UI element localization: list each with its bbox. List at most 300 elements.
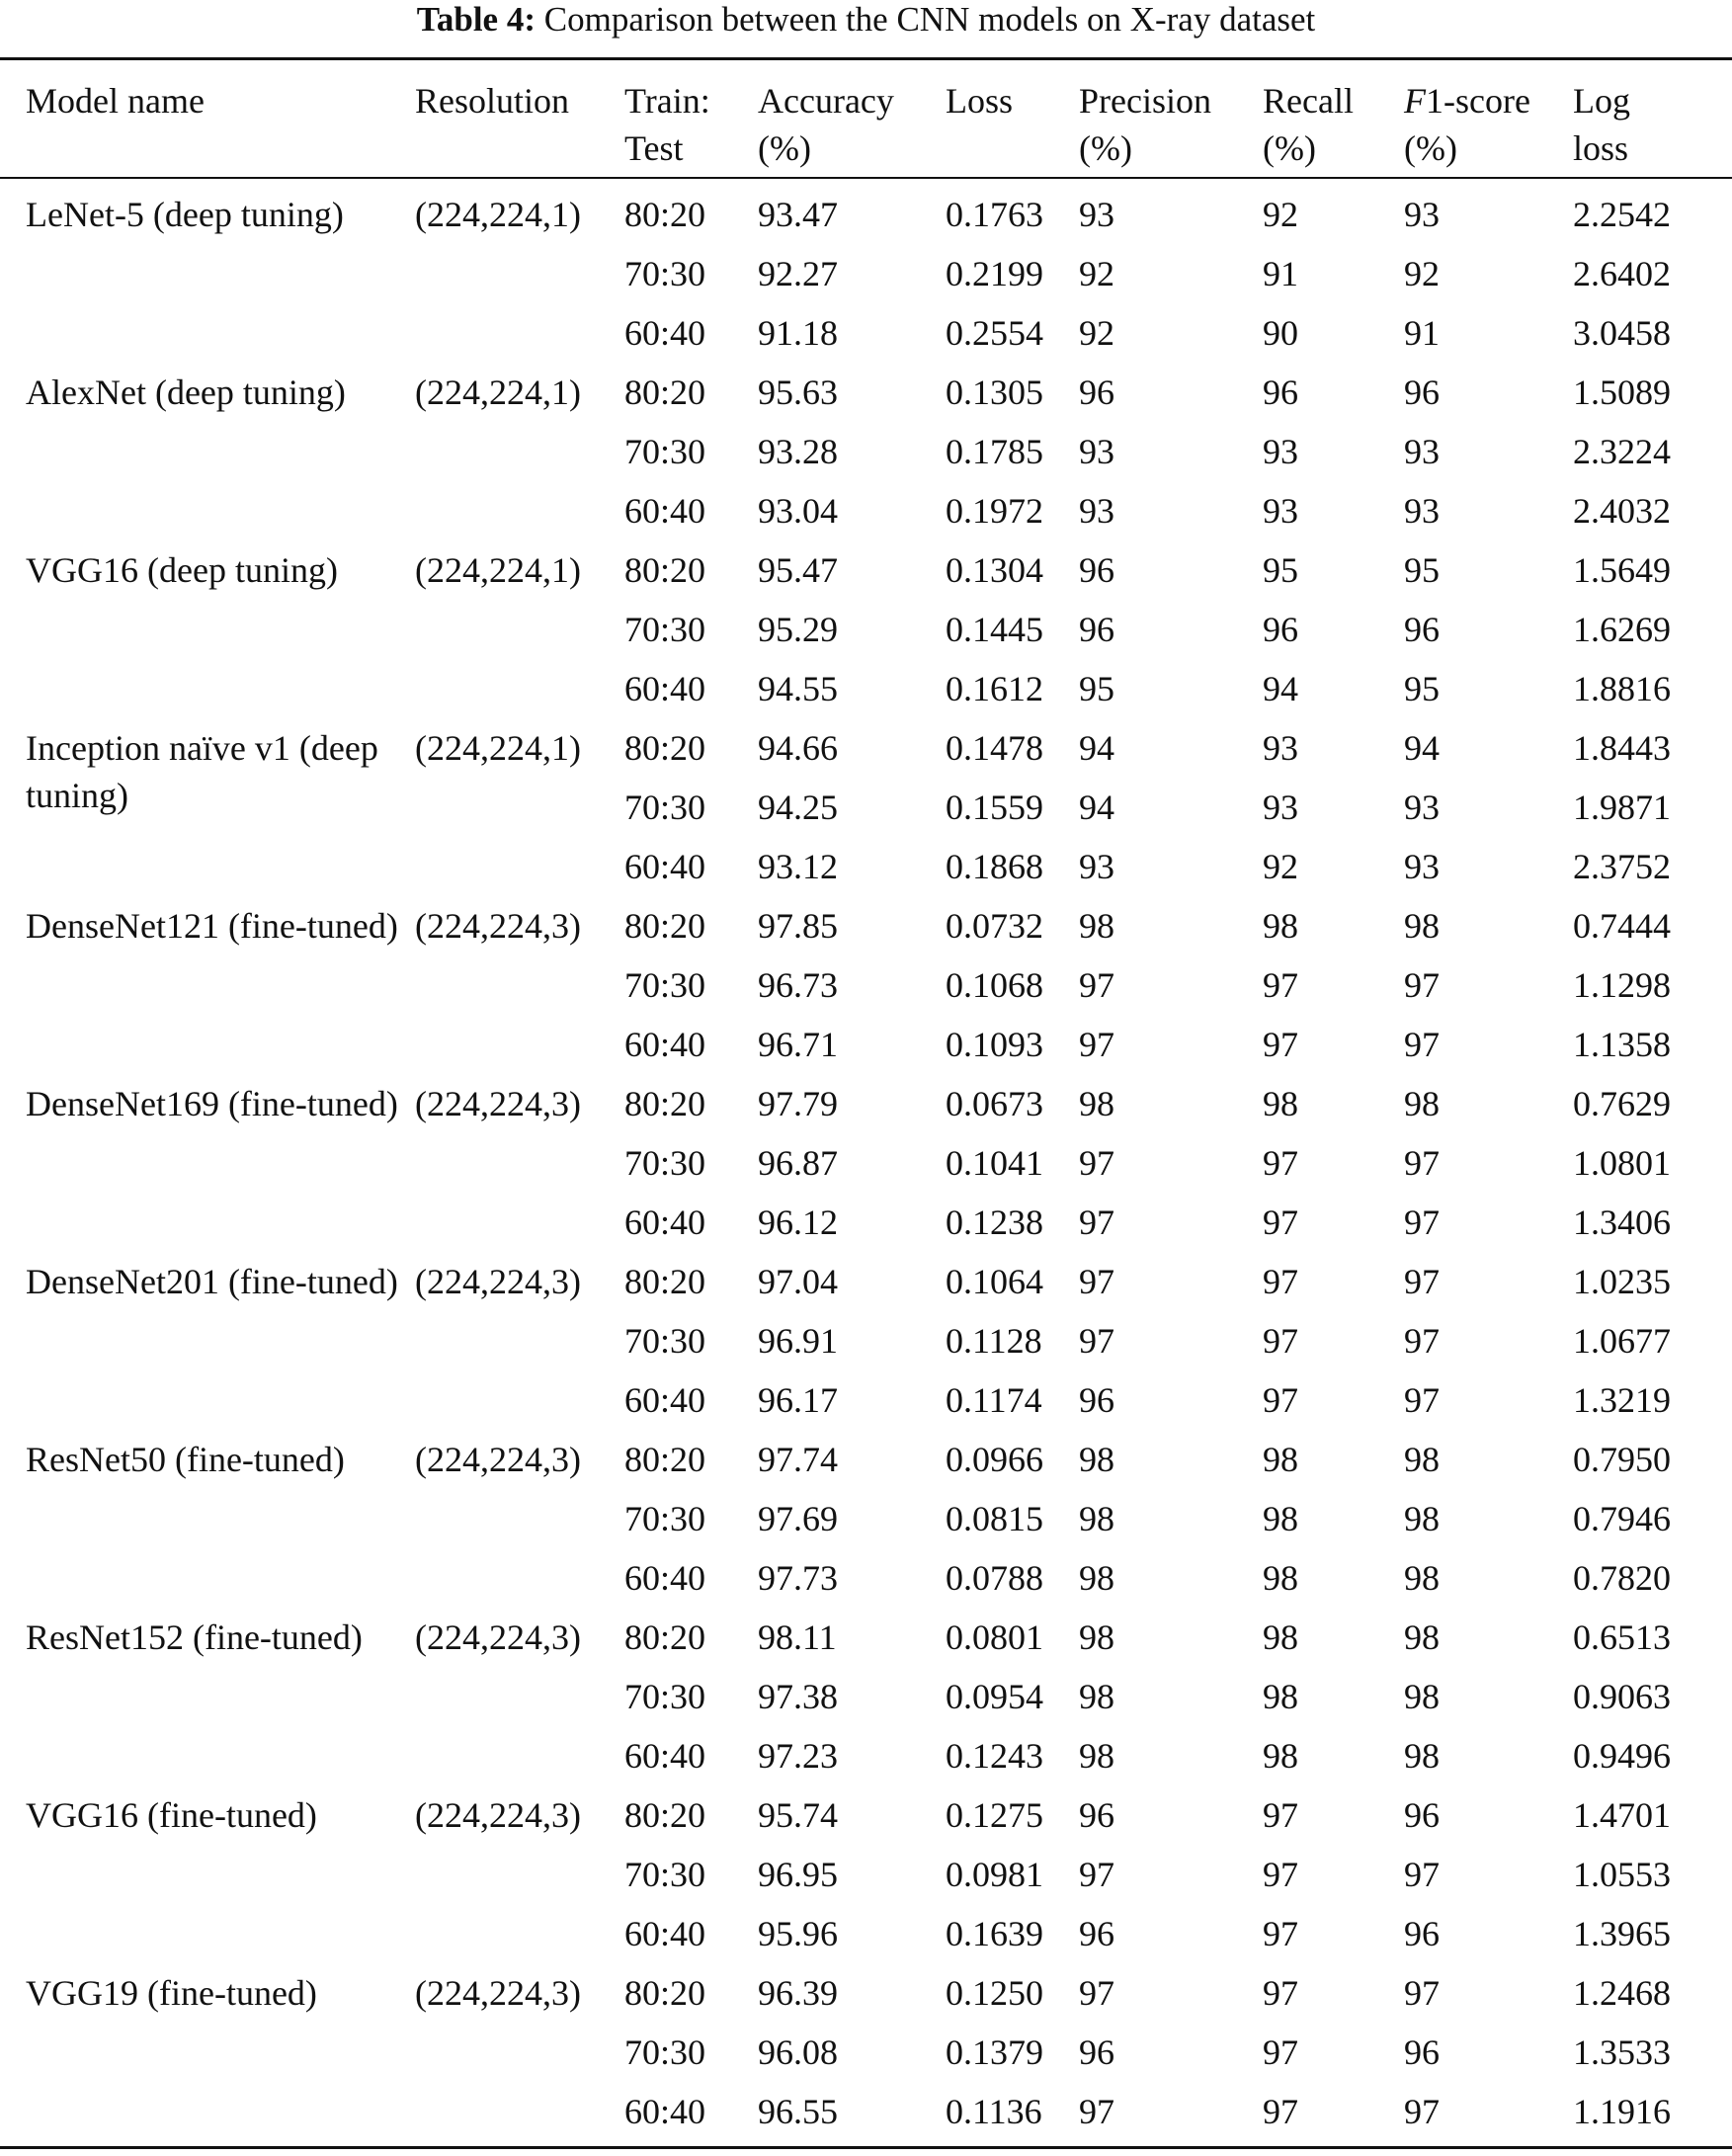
f1-score-cell: 94 [1404, 728, 1440, 768]
f1-score-cell: 93 [1404, 432, 1440, 471]
train-test-cell: 70:30 [624, 610, 706, 649]
loss-cell: 0.2554 [946, 313, 1043, 353]
loss-cell: 0.1379 [946, 2032, 1043, 2072]
train-test-cell: 60:40 [624, 491, 706, 531]
precision-cell: 97 [1079, 1855, 1114, 1894]
log-loss-cell: 1.1298 [1573, 965, 1671, 1005]
table-row [0, 369, 1732, 428]
train-test-cell: 70:30 [624, 432, 706, 471]
precision-cell: 93 [1079, 195, 1114, 234]
accuracy-cell: 94.55 [758, 669, 838, 708]
table-row [0, 250, 1732, 309]
table-caption [0, 0, 1732, 40]
f1-score-cell: 96 [1404, 2032, 1440, 2072]
loss-cell: 0.1174 [946, 1380, 1042, 1420]
model-name-cell: DenseNet201 (fine-tuned) [26, 1262, 398, 1301]
recall-cell: 94 [1263, 669, 1298, 708]
train-test-cell: 80:20 [624, 728, 706, 768]
train-test-cell: 80:20 [624, 1795, 706, 1835]
table-body [0, 191, 1732, 2147]
accuracy-cell: 96.08 [758, 2032, 838, 2072]
resolution-cell: (224,224,3) [415, 1084, 581, 1123]
loss-cell: 0.1445 [946, 610, 1043, 649]
precision-cell: 98 [1079, 1440, 1114, 1479]
f1-score-cell: 92 [1404, 254, 1440, 293]
accuracy-cell: 95.74 [758, 1795, 838, 1835]
train-test-cell: 70:30 [624, 2032, 706, 2072]
train-test-cell: 70:30 [624, 1855, 706, 1894]
model-name-cell: AlexNet (deep tuning) [26, 373, 346, 412]
table-row [0, 1139, 1732, 1199]
accuracy-cell: 94.25 [758, 788, 838, 827]
f1-score-cell: 97 [1404, 2092, 1440, 2131]
precision-cell: 96 [1079, 1380, 1114, 1420]
log-loss-cell: 1.6269 [1573, 610, 1671, 649]
recall-cell: 97 [1263, 1202, 1298, 1242]
recall-cell: 96 [1263, 373, 1298, 412]
precision-cell: 97 [1079, 965, 1114, 1005]
f1-score-cell: 98 [1404, 1677, 1440, 1716]
model-name-cell: VGG19 (fine-tuned) [26, 1973, 317, 2013]
log-loss-cell: 1.5089 [1573, 373, 1671, 412]
train-test-cell: 60:40 [624, 1202, 706, 1242]
log-loss-cell: 3.0458 [1573, 313, 1671, 353]
train-test-cell: 70:30 [624, 1677, 706, 1716]
recall-cell: 92 [1263, 195, 1298, 234]
loss-cell: 0.1559 [946, 788, 1043, 827]
header-precision [1079, 77, 1211, 172]
precision-cell: 96 [1079, 610, 1114, 649]
recall-cell: 97 [1263, 1321, 1298, 1361]
log-loss-cell: 2.4032 [1573, 491, 1671, 531]
precision-cell: 98 [1079, 1558, 1114, 1598]
train-test-cell: 60:40 [624, 1025, 706, 1064]
recall-cell: 93 [1263, 788, 1298, 827]
loss-cell: 0.0801 [946, 1617, 1043, 1657]
table-row [0, 2088, 1732, 2147]
recall-cell: 97 [1263, 1143, 1298, 1183]
resolution-cell: (224,224,1) [415, 195, 581, 234]
header-loss [946, 77, 1013, 124]
f1-score-cell: 98 [1404, 1558, 1440, 1598]
precision-cell: 96 [1079, 1914, 1114, 1953]
accuracy-cell: 96.71 [758, 1025, 838, 1064]
accuracy-cell: 97.69 [758, 1499, 838, 1538]
f1-score-cell: 97 [1404, 1143, 1440, 1183]
accuracy-cell: 96.39 [758, 1973, 838, 2013]
model-name-cell: VGG16 (fine-tuned) [26, 1795, 317, 1835]
recall-cell: 98 [1263, 1084, 1298, 1123]
f1-score-cell: 93 [1404, 195, 1440, 234]
accuracy-cell: 95.96 [758, 1914, 838, 1953]
table-top-rule [0, 57, 1732, 60]
precision-cell: 92 [1079, 313, 1114, 353]
log-loss-cell: 0.7820 [1573, 1558, 1671, 1598]
train-test-cell: 60:40 [624, 1380, 706, 1420]
precision-cell: 93 [1079, 491, 1114, 531]
precision-cell: 97 [1079, 1143, 1114, 1183]
table-header-rule [0, 177, 1732, 179]
train-test-cell: 80:20 [624, 1440, 706, 1479]
resolution-cell: (224,224,3) [415, 1440, 581, 1479]
log-loss-cell: 0.6513 [1573, 1617, 1671, 1657]
table-row [0, 1910, 1732, 1969]
loss-cell: 0.1128 [946, 1321, 1042, 1361]
train-test-cell: 70:30 [624, 788, 706, 827]
f1-score-cell: 97 [1404, 1202, 1440, 1242]
table-row [0, 902, 1732, 961]
loss-cell: 0.1305 [946, 373, 1043, 412]
recall-cell: 97 [1263, 1855, 1298, 1894]
accuracy-cell: 95.63 [758, 373, 838, 412]
resolution-cell: (224,224,3) [415, 1617, 581, 1657]
header-f1-score [1404, 77, 1530, 172]
loss-cell: 0.1068 [946, 965, 1043, 1005]
recall-cell: 98 [1263, 906, 1298, 946]
accuracy-cell: 93.28 [758, 432, 838, 471]
table-row [0, 1732, 1732, 1791]
header-precision-unit: (%) [1079, 128, 1132, 168]
table-row [0, 1021, 1732, 1080]
resolution-cell: (224,224,1) [415, 550, 581, 590]
loss-cell: 0.0954 [946, 1677, 1043, 1716]
accuracy-cell: 97.38 [758, 1677, 838, 1716]
precision-cell: 96 [1079, 2032, 1114, 2072]
header-accuracy-text: Accuracy [758, 81, 894, 121]
loss-cell: 0.1304 [946, 550, 1043, 590]
loss-cell: 0.0815 [946, 1499, 1043, 1538]
table-row [0, 309, 1732, 369]
train-test-cell: 70:30 [624, 1499, 706, 1538]
train-test-cell: 80:20 [624, 195, 706, 234]
log-loss-cell: 2.3224 [1573, 432, 1671, 471]
precision-cell: 98 [1079, 1617, 1114, 1657]
train-test-cell: 60:40 [624, 669, 706, 708]
model-name-cell: DenseNet169 (fine-tuned) [26, 1084, 398, 1123]
log-loss-cell: 1.0801 [1573, 1143, 1671, 1183]
resolution-cell: (224,224,1) [415, 373, 581, 412]
log-loss-cell: 1.5649 [1573, 550, 1671, 590]
table-row [0, 1969, 1732, 2029]
recall-cell: 95 [1263, 550, 1298, 590]
recall-cell: 97 [1263, 1380, 1298, 1420]
loss-cell: 0.1763 [946, 195, 1043, 234]
train-test-cell: 80:20 [624, 550, 706, 590]
header-f1-text: 1-score [1426, 81, 1530, 121]
f1-score-cell: 98 [1404, 906, 1440, 946]
f1-score-cell: 98 [1404, 1617, 1440, 1657]
log-loss-cell: 1.0677 [1573, 1321, 1671, 1361]
table-row [0, 1436, 1732, 1495]
table-caption-label: Table 4: [416, 0, 536, 39]
table-row [0, 1614, 1732, 1673]
accuracy-cell: 93.12 [758, 847, 838, 886]
loss-cell: 0.0788 [946, 1558, 1043, 1598]
f1-score-cell: 98 [1404, 1499, 1440, 1538]
header-loss2-text: loss [1573, 128, 1629, 168]
precision-cell: 92 [1079, 254, 1114, 293]
log-loss-cell: 1.3406 [1573, 1202, 1671, 1242]
loss-cell: 0.1250 [946, 1973, 1043, 2013]
recall-cell: 93 [1263, 432, 1298, 471]
log-loss-cell: 1.1358 [1573, 1025, 1671, 1064]
loss-cell: 0.1868 [946, 847, 1043, 886]
table-bottom-rule [0, 2146, 1732, 2149]
train-test-cell: 60:40 [624, 1736, 706, 1776]
train-test-cell: 60:40 [624, 847, 706, 886]
precision-cell: 97 [1079, 2092, 1114, 2131]
header-model-name [26, 77, 205, 124]
f1-score-cell: 97 [1404, 1321, 1440, 1361]
precision-cell: 98 [1079, 1677, 1114, 1716]
f1-score-cell: 97 [1404, 1973, 1440, 2013]
accuracy-cell: 97.23 [758, 1736, 838, 1776]
precision-cell: 97 [1079, 1262, 1114, 1301]
accuracy-cell: 91.18 [758, 313, 838, 353]
recall-cell: 98 [1263, 1440, 1298, 1479]
accuracy-cell: 96.17 [758, 1380, 838, 1420]
accuracy-cell: 96.91 [758, 1321, 838, 1361]
train-test-cell: 80:20 [624, 1617, 706, 1657]
accuracy-cell: 98.11 [758, 1617, 837, 1657]
train-test-cell: 60:40 [624, 1558, 706, 1598]
table-row [0, 1376, 1732, 1436]
header-f1-italic: F [1404, 81, 1426, 121]
header-resolution-text: Resolution [415, 81, 570, 121]
loss-cell: 0.1243 [946, 1736, 1043, 1776]
f1-score-cell: 93 [1404, 491, 1440, 531]
precision-cell: 95 [1079, 669, 1114, 708]
loss-cell: 0.1064 [946, 1262, 1043, 1301]
table-caption-text: Comparison between the CNN models on X-ray dataset [543, 0, 1316, 39]
loss-cell: 0.1478 [946, 728, 1043, 768]
loss-cell: 0.1093 [946, 1025, 1043, 1064]
recall-cell: 97 [1263, 2092, 1298, 2131]
model-name-cell: DenseNet121 (fine-tuned) [26, 906, 398, 946]
precision-cell: 98 [1079, 1084, 1114, 1123]
train-test-cell: 70:30 [624, 1143, 706, 1183]
resolution-cell: (224,224,3) [415, 1262, 581, 1301]
model-name-cell: ResNet50 (fine-tuned) [26, 1440, 345, 1479]
table-row [0, 843, 1732, 902]
header-recall [1263, 77, 1354, 172]
loss-cell: 0.0981 [946, 1855, 1043, 1894]
f1-score-cell: 98 [1404, 1736, 1440, 1776]
table-row [0, 1199, 1732, 1258]
recall-cell: 98 [1263, 1558, 1298, 1598]
f1-score-cell: 97 [1404, 965, 1440, 1005]
log-loss-cell: 2.2542 [1573, 195, 1671, 234]
header-loss-text: Loss [946, 81, 1014, 121]
train-test-cell: 70:30 [624, 1321, 706, 1361]
table-row [0, 1554, 1732, 1614]
accuracy-cell: 97.04 [758, 1262, 838, 1301]
f1-score-cell: 97 [1404, 1025, 1440, 1064]
precision-cell: 94 [1079, 788, 1114, 827]
recall-cell: 93 [1263, 728, 1298, 768]
recall-cell: 97 [1263, 1025, 1298, 1064]
precision-cell: 98 [1079, 1499, 1114, 1538]
loss-cell: 0.1136 [946, 2092, 1042, 2131]
precision-cell: 97 [1079, 1321, 1114, 1361]
f1-score-cell: 97 [1404, 1855, 1440, 1894]
precision-cell: 93 [1079, 847, 1114, 886]
f1-score-cell: 95 [1404, 669, 1440, 708]
log-loss-cell: 0.7950 [1573, 1440, 1671, 1479]
header-log-loss [1573, 77, 1630, 172]
header-recall-unit: (%) [1263, 128, 1316, 168]
table-row [0, 1673, 1732, 1732]
log-loss-cell: 1.3219 [1573, 1380, 1671, 1420]
header-log-text: Log [1573, 81, 1630, 121]
table-row [0, 1258, 1732, 1317]
recall-cell: 93 [1263, 491, 1298, 531]
header-resolution [415, 77, 569, 124]
accuracy-cell: 93.47 [758, 195, 838, 234]
train-test-cell: 80:20 [624, 1973, 706, 2013]
log-loss-cell: 0.9063 [1573, 1677, 1671, 1716]
train-test-cell: 80:20 [624, 1262, 706, 1301]
log-loss-cell: 1.1916 [1573, 2092, 1671, 2131]
f1-score-cell: 98 [1404, 1084, 1440, 1123]
precision-cell: 94 [1079, 728, 1114, 768]
model-name-cell: Inception naïve v1 (deep tuning) [26, 728, 378, 815]
log-loss-cell: 1.2468 [1573, 1973, 1671, 2013]
table-row [0, 191, 1732, 250]
accuracy-cell: 95.29 [758, 610, 838, 649]
accuracy-cell: 96.55 [758, 2092, 838, 2131]
loss-cell: 0.0732 [946, 906, 1043, 946]
resolution-cell: (224,224,3) [415, 906, 581, 946]
train-test-cell: 70:30 [624, 254, 706, 293]
log-loss-cell: 0.9496 [1573, 1736, 1671, 1776]
precision-cell: 96 [1079, 1795, 1114, 1835]
log-loss-cell: 1.3533 [1573, 2032, 1671, 2072]
recall-cell: 98 [1263, 1617, 1298, 1657]
table-row [0, 546, 1732, 606]
header-f1-unit: (%) [1404, 128, 1457, 168]
table-row [0, 487, 1732, 546]
log-loss-cell: 0.7444 [1573, 906, 1671, 946]
recall-cell: 97 [1263, 2032, 1298, 2072]
table-row [0, 1080, 1732, 1139]
f1-score-cell: 96 [1404, 373, 1440, 412]
accuracy-cell: 96.73 [758, 965, 838, 1005]
log-loss-cell: 1.0235 [1573, 1262, 1671, 1301]
precision-cell: 97 [1079, 1973, 1114, 2013]
header-accuracy-unit: (%) [758, 128, 811, 168]
f1-score-cell: 98 [1404, 1440, 1440, 1479]
recall-cell: 97 [1263, 1914, 1298, 1953]
accuracy-cell: 92.27 [758, 254, 838, 293]
header-test-text: Test [624, 128, 684, 168]
f1-score-cell: 97 [1404, 1262, 1440, 1301]
accuracy-cell: 95.47 [758, 550, 838, 590]
log-loss-cell: 1.4701 [1573, 1795, 1671, 1835]
log-loss-cell: 2.6402 [1573, 254, 1671, 293]
precision-cell: 97 [1079, 1025, 1114, 1064]
recall-cell: 97 [1263, 1795, 1298, 1835]
f1-score-cell: 91 [1404, 313, 1440, 353]
train-test-cell: 80:20 [624, 906, 706, 946]
recall-cell: 98 [1263, 1736, 1298, 1776]
loss-cell: 0.2199 [946, 254, 1043, 293]
log-loss-cell: 0.7629 [1573, 1084, 1671, 1123]
recall-cell: 98 [1263, 1677, 1298, 1716]
log-loss-cell: 2.3752 [1573, 847, 1671, 886]
loss-cell: 0.1785 [946, 432, 1043, 471]
accuracy-cell: 97.85 [758, 906, 838, 946]
log-loss-cell: 1.9871 [1573, 788, 1671, 827]
header-train-test [624, 77, 710, 172]
f1-score-cell: 96 [1404, 1914, 1440, 1953]
accuracy-cell: 96.12 [758, 1202, 838, 1242]
accuracy-cell: 96.95 [758, 1855, 838, 1894]
header-recall-text: Recall [1263, 81, 1354, 121]
train-test-cell: 80:20 [624, 373, 706, 412]
header-accuracy [758, 77, 894, 172]
table-row [0, 2029, 1732, 2088]
loss-cell: 0.1972 [946, 491, 1043, 531]
precision-cell: 93 [1079, 432, 1114, 471]
recall-cell: 92 [1263, 847, 1298, 886]
table-row [0, 1851, 1732, 1910]
precision-cell: 96 [1079, 373, 1114, 412]
log-loss-cell: 1.0553 [1573, 1855, 1671, 1894]
resolution-cell: (224,224,1) [415, 728, 581, 768]
f1-score-cell: 96 [1404, 610, 1440, 649]
precision-cell: 96 [1079, 550, 1114, 590]
f1-score-cell: 97 [1404, 1380, 1440, 1420]
loss-cell: 0.0966 [946, 1440, 1043, 1479]
accuracy-cell: 96.87 [758, 1143, 838, 1183]
table-row [0, 1495, 1732, 1554]
table-row [0, 606, 1732, 665]
accuracy-cell: 97.73 [758, 1558, 838, 1598]
loss-cell: 0.1275 [946, 1795, 1043, 1835]
table-row [0, 1317, 1732, 1376]
train-test-cell: 80:20 [624, 1084, 706, 1123]
loss-cell: 0.1612 [946, 669, 1043, 708]
recall-cell: 97 [1263, 1973, 1298, 2013]
train-test-cell: 60:40 [624, 2092, 706, 2131]
f1-score-cell: 96 [1404, 1795, 1440, 1835]
train-test-cell: 70:30 [624, 965, 706, 1005]
log-loss-cell: 1.8443 [1573, 728, 1671, 768]
header-precision-text: Precision [1079, 81, 1211, 121]
accuracy-cell: 94.66 [758, 728, 838, 768]
table-row [0, 665, 1732, 724]
precision-cell: 98 [1079, 906, 1114, 946]
table-row [0, 784, 1732, 843]
precision-cell: 97 [1079, 1202, 1114, 1242]
recall-cell: 97 [1263, 1262, 1298, 1301]
train-test-cell: 60:40 [624, 1914, 706, 1953]
table-row [0, 1791, 1732, 1851]
recall-cell: 90 [1263, 313, 1298, 353]
loss-cell: 0.1238 [946, 1202, 1043, 1242]
recall-cell: 91 [1263, 254, 1298, 293]
accuracy-cell: 97.74 [758, 1440, 838, 1479]
table-row [0, 961, 1732, 1021]
resolution-cell: (224,224,3) [415, 1973, 581, 2013]
loss-cell: 0.1639 [946, 1914, 1043, 1953]
table-row [0, 428, 1732, 487]
loss-cell: 0.0673 [946, 1084, 1043, 1123]
recall-cell: 97 [1263, 965, 1298, 1005]
loss-cell: 0.1041 [946, 1143, 1043, 1183]
f1-score-cell: 93 [1404, 847, 1440, 886]
